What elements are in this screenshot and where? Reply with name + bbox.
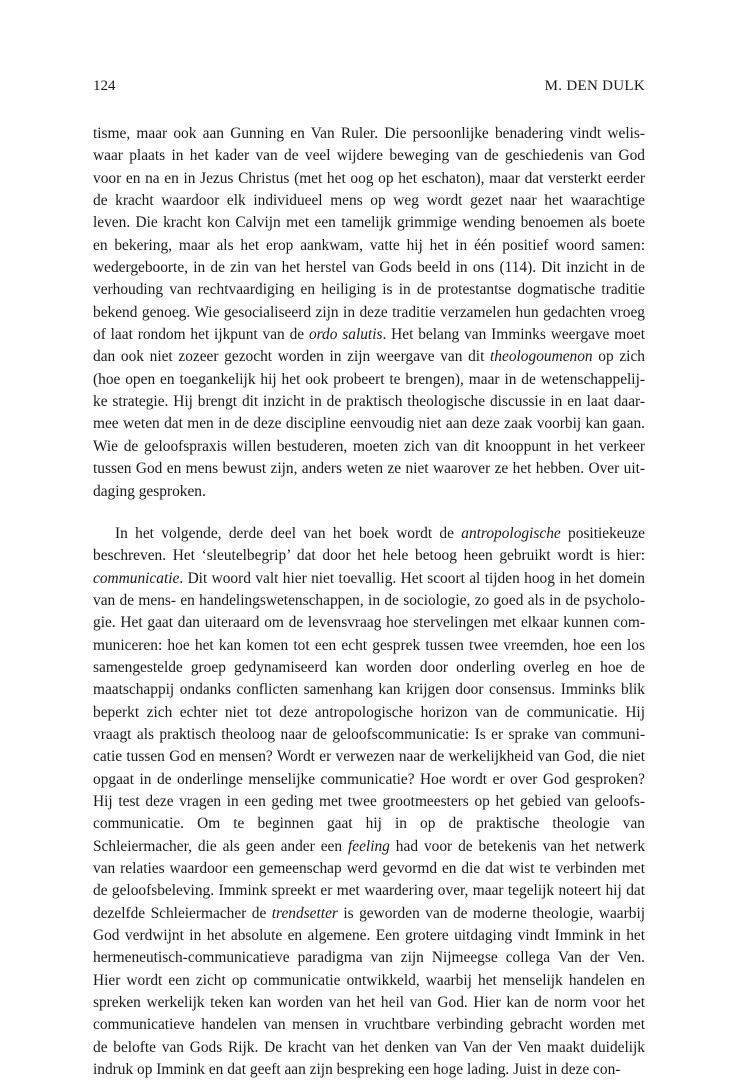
text-line: municeren: hoe het kan komen tot een echt gesprek tussen twee vreemden, hoe een los (93, 636, 645, 654)
running-head: M. DEN DULK (544, 78, 645, 94)
text-line: samengestelde groep gedynamiseerd kan worden door onderling overleg en hoe de (93, 658, 645, 676)
text-line: of laat rondom het ijkpunt van de ordo salutis. Het belang van Imminks weergave moet (93, 326, 645, 344)
text-line: indruk op Immink en dat geeft aan zijn bespreking een hoge lading. Juist in deze con- (93, 1061, 621, 1079)
text-line: beschreven. Het ‘sleutelbegrip’ dat door het hele betoog heen gebruikt wordt is hier: (93, 547, 645, 565)
text-line: opgaat in de onderlinge menselijke communicatie? Hoe wordt er over God gesproken? (93, 770, 645, 788)
italic-term: theologoumenon (490, 348, 593, 366)
text-line: de belofte van Gods Rijk. De kracht van het denken van Van der Ven maakt duidelijk (93, 1038, 645, 1056)
italic-term: feeling (347, 837, 390, 855)
text-line: Hier wordt een zicht op communicatie ontwikkeld, waarbij het menselijk handelen en (93, 971, 645, 989)
text-line: de geloofsbeleving. Immink spreekt er met waardering over, maar tegelijk noteert hij dat (93, 882, 645, 900)
text-line: en bekering, maar als het erop aankwam, vatte hij het in één positief woord samen: (93, 236, 645, 254)
text-line: dan ook niet zozeer gezocht worden in zijn weergave van dit theologoumenon op zich (93, 348, 645, 366)
text-line: van relaties waardoor een gemeenschap werd gevormd en die dat wist te verbinden met (93, 860, 645, 877)
text-line: tussen God en mens bewust zijn, anders weten ze niet waarover ze het hebben. Over uit- (93, 460, 645, 478)
text-line: ke strategie. Hij brengt dit inzicht in de praktisch theologische discussie in en laat daar- (93, 393, 645, 411)
text-line: waar plaats in het kader van de veel wijdere beweging van de geschiedenis van God (93, 147, 645, 165)
text-line: God verdwijnt in het absolute en algemene. Een grotere uitdaging vindt Immink in het (93, 927, 645, 945)
text-line: de kracht waardoor elk individueel mens op weg wordt gezet naar het waarachtige (93, 192, 645, 210)
italic-term: trendsetter (271, 904, 338, 922)
text-line: verhouding van rechtvaardiging en heiliging is in de protestantse dogmatische traditie (93, 281, 645, 299)
text-line: van de mens- en handelingswetenschappen, in de sociologie, zo goed als in de psycholo- (93, 591, 645, 609)
text-line: hermeneutisch-communicatieve paradigma van zijn Nijmeegse collega Van der Ven. (93, 949, 645, 967)
text-line: wedergeboorte, in de zin van het herstel van Gods beeld in ons (114). Dit inzicht in de (93, 259, 645, 277)
text-line: In het volgende, derde deel van het boek wordt de antropologische positiekeuze (115, 524, 645, 542)
text-line: bekend genoeg. Wie gesocialiseerd zijn in deze traditie verzamelen hun gedachten vroeg (93, 303, 645, 321)
text-line: Hij test deze vragen in een geding met twee grootmeesters op het gebied van geloofs- (93, 792, 645, 810)
text-line: catie tussen God en mensen? Wordt er verwezen naar de werkelijkheid van God, die niet (93, 748, 645, 766)
text-line: (hoe open en toegankelijk hij het ook probeert te brengen), maar in de wetenschappelij- (93, 370, 645, 388)
paragraph-gap (93, 503, 645, 523)
text-line: Schleiermacher, die als geen ander een feeling had voor de betekenis van het netwerk (93, 837, 646, 855)
text-line: Wie de geloofspraxis willen bestuderen, moeten zich van dit knooppunt in het verkeer (93, 437, 645, 455)
text-line: beperkt zich echter niet tot deze antropologische horizon van de communicatie. Hij (93, 703, 645, 721)
text-line: dezelfde Schleiermacher de trendsetter is geworden van de moderne theologie, waarbij (93, 904, 645, 922)
text-line: maatschappij ondanks conflicten samenhang kan krijgen door consensus. Imminks blik (93, 681, 645, 699)
italic-term: ordo salutis (308, 326, 383, 344)
italic-term: communicatie (93, 569, 180, 587)
body-text (93, 123, 645, 1081)
text-line: gie. Het gaat dan uiteraard om de levensvraag hoe stervelingen met elkaar kunnen com- (93, 614, 645, 632)
page-number: 124 (93, 78, 116, 94)
paragraph-1 (93, 123, 645, 503)
text-line: spreken werkelijk teken kan worden van het heil van God. Hier kan de norm voor het (93, 994, 645, 1012)
text-line: mee weten dat men in de deze discipline eenvoudig niet aan deze zaak voorbij kan gaan. (93, 415, 645, 433)
text-line: tisme, maar ook aan Gunning en Van Ruler. Die persoonlijke benadering vindt welis- (93, 125, 645, 142)
text-line: voor en na en in Jezus Christus (met het oog op het eschaton), maar dat versterkt eerder (93, 169, 645, 187)
text-line: leven. Die kracht kon Calvijn met een tamelijk grimmige wending benoemen als boete (93, 214, 645, 232)
paragraph-2 (93, 523, 645, 1081)
text-line: communicatie. Dit woord valt hier niet toevallig. Het scoort al tijden hoog in het domein (93, 569, 645, 587)
text-line: communicatieve handelen van mensen in vruchtbare verbinding gebracht worden met (93, 1016, 645, 1034)
page-header (93, 78, 645, 100)
text-line: communicatie. Om te beginnen gaat hij in op de praktische theologie van (93, 815, 645, 833)
text-line: vraagt als praktisch theoloog naar de geloofscommunicatie: Is er sprake van communi- (93, 725, 645, 743)
italic-term: antropologische (461, 524, 561, 542)
text-line: daging gesproken. (93, 482, 206, 500)
